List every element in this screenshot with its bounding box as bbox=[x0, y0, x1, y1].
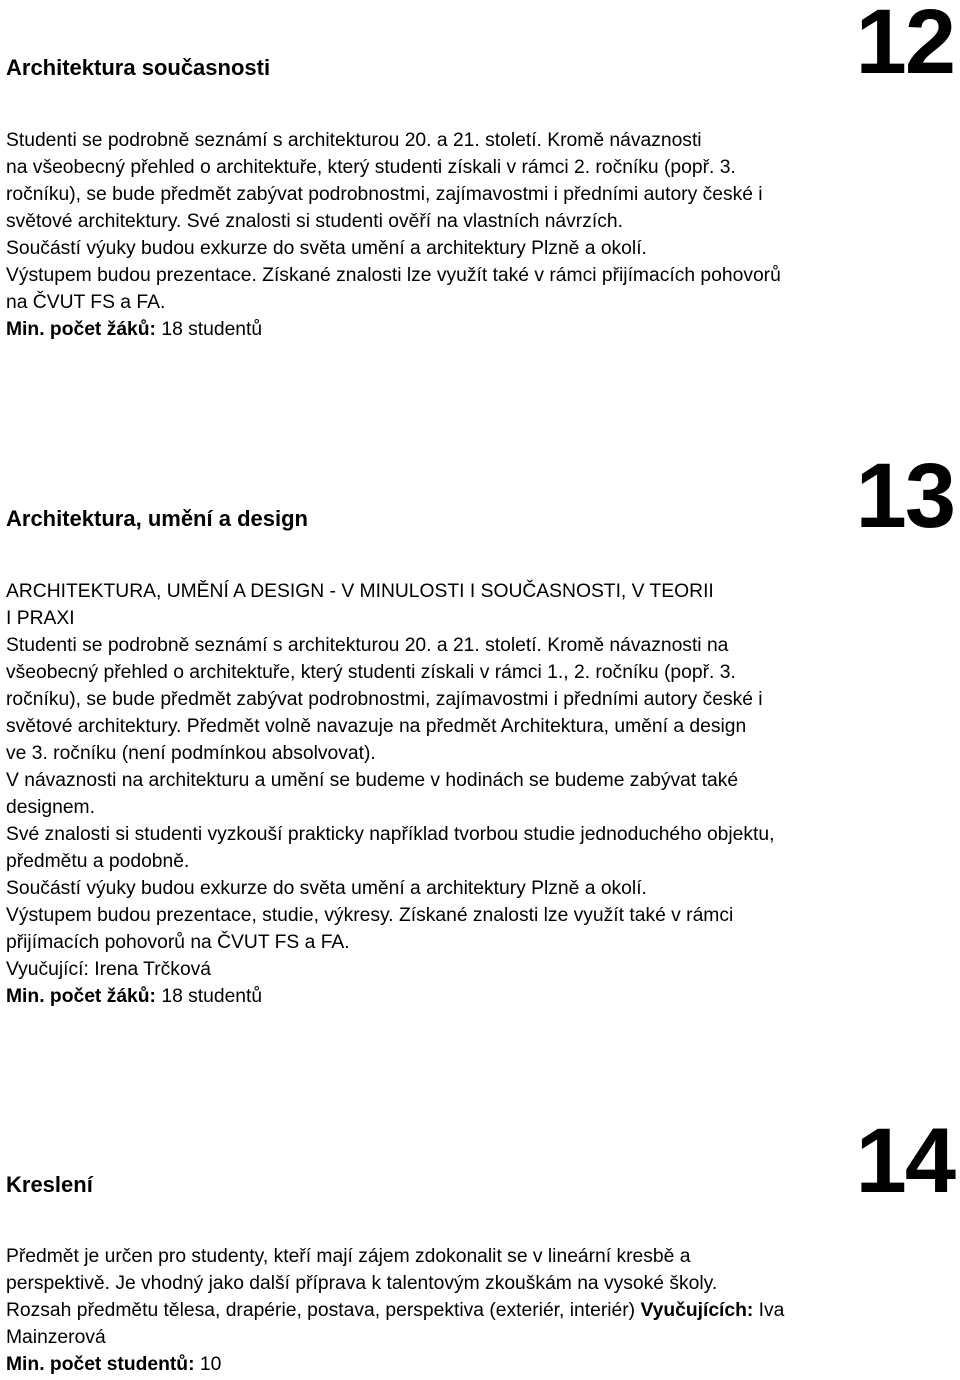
teacher-value-continued: Mainzerová bbox=[6, 1327, 106, 1348]
description-line: Své znalosti si studenti vyzkouší prakticky například tvorbou studie jednoduchého objektu, bbox=[6, 824, 775, 845]
teacher-line: Vyučující: Irena Trčková bbox=[6, 959, 212, 980]
min-students-line bbox=[6, 316, 960, 343]
description-line: světové architektury. Své znalosti si studenti ověří na vlastních návrzích. bbox=[6, 211, 623, 232]
min-students-value: 10 bbox=[194, 1354, 222, 1375]
course-title: Kreslení bbox=[6, 1172, 93, 1197]
min-students-label: Min. počet žáků: bbox=[6, 986, 156, 1007]
description-line: perspektivě. Je vhodný jako další příprava k talentovým zkouškám na vysoké školy. bbox=[6, 1273, 718, 1294]
description-line: ARCHITEKTURA, UMĚNÍ A DESIGN - V MINULOSTI I SOUČASNOSTI, V TEORII bbox=[6, 581, 714, 602]
description-line: na ČVUT FS a FA. bbox=[6, 292, 166, 313]
course-number: 14 bbox=[855, 1110, 954, 1212]
min-students-value: 18 studentů bbox=[155, 986, 263, 1007]
min-students-line bbox=[6, 983, 960, 1010]
description-line: přijímacích pohovorů na ČVUT FS a FA. bbox=[6, 932, 350, 953]
description-line: Studenti se podrobně seznámí s architekturou 20. a 21. století. Kromě návaznosti bbox=[6, 130, 702, 151]
description-line: předmětu a podobně. bbox=[6, 851, 190, 872]
course-description bbox=[6, 127, 960, 343]
description-line: na všeobecný přehled o architektuře, který studenti získali v rámci 2. ročníku (popř. 3. bbox=[6, 157, 736, 178]
description-line: Součástí výuky budou exkurze do světa umění a architektury Plzně a okolí. bbox=[6, 878, 647, 899]
course-section-13 bbox=[6, 440, 960, 1020]
course-number: 13 bbox=[855, 445, 954, 547]
course-description bbox=[6, 1243, 960, 1378]
description-line: světové architektury. Předmět volně navazuje na předmět Architektura, umění a design bbox=[6, 716, 747, 737]
teacher-label: Vyučujících: bbox=[640, 1300, 754, 1321]
description-line: Součástí výuky budou exkurze do světa umění a architektury Plzně a okolí. bbox=[6, 238, 647, 259]
min-students-line bbox=[6, 1351, 960, 1378]
min-students-label: Min. počet studentů: bbox=[6, 1354, 195, 1375]
description-line: designem. bbox=[6, 797, 95, 818]
course-description bbox=[6, 578, 960, 1010]
course-title: Architektura, umění a design bbox=[6, 506, 308, 531]
min-students-value: 18 studentů bbox=[155, 319, 263, 340]
teacher-value: Iva bbox=[753, 1300, 785, 1321]
description-line: Předmět je určen pro studenty, kteří mají zájem zdokonalit se v lineární kresbě a bbox=[6, 1246, 691, 1267]
range-line bbox=[6, 1297, 960, 1324]
description-line: všeobecný přehled o architektuře, který studenti získali v rámci 1., 2. ročníku (popř. 3. bbox=[6, 662, 736, 683]
description-line: V návaznosti na architekturu a umění se budeme v hodinách se budeme zabývat také bbox=[6, 770, 739, 791]
description-line: Výstupem budou prezentace. Získané znalosti lze využít také v rámci přijímacích pohovorů bbox=[6, 265, 781, 286]
course-title: Architektura současnosti bbox=[6, 55, 271, 80]
description-line: ročníku), se bude předmět zabývat podrobnostmi, zajímavostmi i předními autory české i bbox=[6, 184, 763, 205]
description-line: ročníku), se bude předmět zabývat podrobnostmi, zajímavostmi i předními autory české i bbox=[6, 689, 763, 710]
course-section-12 bbox=[6, 0, 960, 380]
description-line: Výstupem budou prezentace, studie, výkresy. Získané znalosti lze využít také v rámci bbox=[6, 905, 734, 926]
min-students-label: Min. počet žáků: bbox=[6, 319, 156, 340]
description-line: ve 3. ročníku (není podmínkou absolvovat). bbox=[6, 743, 376, 764]
course-number: 12 bbox=[855, 0, 954, 93]
description-line: Studenti se podrobně seznámí s architekturou 20. a 21. století. Kromě návaznosti na bbox=[6, 635, 729, 656]
description-line: I PRAXI bbox=[6, 608, 75, 629]
course-section-14 bbox=[6, 1100, 960, 1380]
range-text: Rozsah předmětu tělesa, drapérie, postava, perspektiva (exteriér, interiér) bbox=[6, 1300, 641, 1321]
